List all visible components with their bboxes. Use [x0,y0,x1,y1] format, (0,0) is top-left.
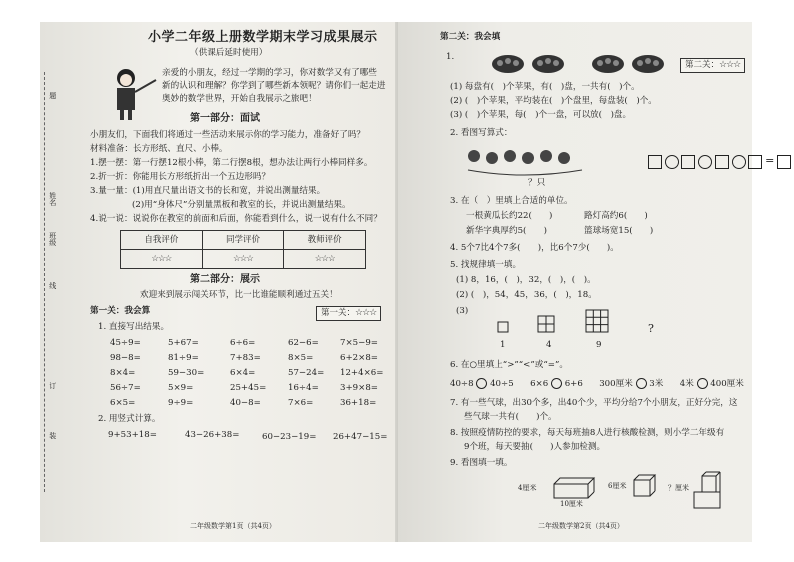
star-rating[interactable]: ☆☆☆ [355,308,377,318]
calc-item: 9÷9= [168,398,194,408]
calc-item: 56÷7= [110,383,141,393]
task-3a: 3.量一量：(1)用直尺量出语文书的长和宽，并说出测量结果。 [90,186,326,196]
answer-box[interactable] [748,155,762,169]
calc-item: 62−6= [288,338,319,348]
vertical-calc: 60−23−19= [262,432,317,442]
calc-item: 81÷9= [168,353,199,363]
dimension-label: 6厘米 [608,482,627,490]
compare-left: 300厘米 [599,379,633,389]
question-9: 9. 看图填一填。 [450,458,513,468]
right-page [398,22,775,542]
answer-box[interactable] [715,155,729,169]
vertical-calc: 26+47−15= [333,432,388,442]
material-text: 材料准备：长方形纸、直尺、小棒。 [90,144,228,154]
question-3d: 篮球场宽15( ) [584,226,654,236]
calc-item: 7×6= [288,398,314,408]
question-7-line-1: 7. 有一些气球，出30个多，出40个少，平均分给7个小朋友，正好分完，这 [450,398,738,408]
part1-intro: 小朋友们，下面我们将通过一些活动来展示你的学习能力，准备好了吗？ [90,130,366,140]
question-3b: 路灯高约6( ) [584,211,648,221]
question-1-2: (2) ( )个苹果，平均装在( )个盘里，每盘装( )个。 [450,96,657,106]
question-mark-label: ？只 [528,178,546,188]
question-1-number: 1. [446,52,455,62]
compare-right: 3米 [649,379,664,389]
margin-label: 题 [48,92,57,99]
operator-circle[interactable] [732,155,746,169]
pattern-number: 4 [546,340,552,350]
question-3c: 新华字典厚约5( ) [466,226,547,236]
star-rating[interactable]: ☆☆☆ [284,250,366,269]
exam-paper [40,22,775,542]
binding-line [44,72,45,492]
calc-item: 59−30= [168,368,205,378]
task-2: 2.折一折：你能用长方形纸折出一个五边形吗？ [90,172,271,182]
question-1-1: (1) 每盘有( )个苹果，有( )盘，一共有( )个。 [450,82,640,92]
part2-heading: 第二部分：展示 [190,274,260,285]
calc-item: 98−8= [110,353,141,363]
table-header: 自我评价 [121,231,203,250]
vertical-calc: 43−26+38= [185,430,240,440]
margin-label: 订 [48,382,57,389]
calc-item: 6×4= [230,368,256,378]
intro-line-3: 奥妙的数学世界，开始自我展示之旅吧！ [162,94,317,104]
question-5-3: (3) [456,306,469,316]
question-5-2: (2) ( )，54，45，36，( )，18。 [456,290,597,300]
question-3a: 一根黄瓜长约22( ) [466,211,553,221]
level2-badge [680,58,745,73]
question-1-title: 1. 直接写出结果。 [98,322,170,332]
pattern-number: ? [648,322,654,335]
left-page [40,22,398,542]
badge-label: 第二关： [685,60,720,70]
page-title: 小学二年级上册数学期末学习成果展示 [148,30,378,45]
margin-label: 装 [48,432,57,439]
answer-box[interactable] [681,155,695,169]
question-2: 2. 看图写算式： [450,128,513,138]
evaluation-table [120,230,366,269]
table-header: 同学评价 [202,231,284,250]
calc-item: 3+9×8= [340,383,379,393]
calc-item: 45÷9= [110,338,141,348]
calc-item: 8×4= [110,368,136,378]
calc-item: 12+4×6= [340,368,384,378]
question-3: 3. 在（ ）里填上合适的单位。 [450,196,573,206]
question-5: 5. 找规律填一填。 [450,260,522,270]
task-1: 1.摆一摆：第一行摆12根小棒，第二行摆8根，想办法让两行小棒同样多。 [90,158,373,168]
intro-line-2: 新的认识和理解？你学到了哪些新本领呢？请你们一起走进 [162,81,386,91]
dimension-label: ？厘米 [668,484,689,492]
task-4: 4.说一说：说说你在教室的前面和后面，你能看到什么，说一说有什么不同？ [90,214,382,224]
table-header: 教师评价 [284,231,366,250]
calc-item: 36+18= [340,398,377,408]
compare-circle[interactable] [476,378,487,389]
task-3b: (2)用“身体尺”分别量黑板和教室的长，并说出测量结果。 [132,200,351,210]
calc-item: 57−24= [288,368,325,378]
level2-heading: 第二关：我会填 [440,32,501,42]
part1-heading: 第一部分：面试 [190,113,260,124]
margin-label: 姓名 [48,192,57,206]
intro-line-1: 亲爱的小朋友，经过一学期的学习，你对数学又有了哪些 [162,68,377,78]
compare-circle[interactable] [697,378,708,389]
animals-illustration [464,146,604,180]
dimension-label: 10厘米 [560,500,583,508]
margin-label: 班级 [48,232,57,246]
pattern-number: 1 [500,340,506,350]
compare-right: 40÷5 [490,379,514,389]
calc-item: 6+2×8= [340,353,379,363]
calc-item: 8×5= [288,353,314,363]
calc-item: 40−8= [230,398,261,408]
star-rating[interactable]: ☆☆☆ [121,250,203,269]
level1-heading: 第一关：我会算 [90,306,151,316]
operator-circle[interactable] [665,155,679,169]
page-footer: 二年级数学第1页（共4页） [190,522,276,530]
calc-item: 25+45= [230,383,267,393]
compare-left: 4米 [679,379,694,389]
pattern-squares [494,304,674,344]
question-7-line-2: 些气球一共有( )个。 [464,412,557,422]
equation-boxes: = [648,154,791,169]
page-subtitle: （供课后延时使用） [190,48,268,58]
compare-circle[interactable] [551,378,562,389]
answer-box[interactable] [648,155,662,169]
calc-item: 6÷6= [230,338,256,348]
calc-item: 7+83= [230,353,261,363]
teacher-illustration [108,66,160,122]
question-5-1: (1) 8，16，( )，32，( )，( )。 [456,275,596,285]
pattern-number: 9 [596,340,602,350]
question-2-title: 2. 用竖式计算。 [98,414,161,424]
question-8-line-2: 9个班，每天要抽( )人参加检测。 [464,442,606,452]
answer-box[interactable] [777,155,791,169]
calc-item: 7×5−9= [340,338,379,348]
page-footer: 二年级数学第2页（共4页） [538,522,624,530]
calc-item: 6×5= [110,398,136,408]
star-rating[interactable]: ☆☆☆ [202,250,284,269]
compare-right: 400厘米 [710,379,744,389]
operator-circle[interactable] [698,155,712,169]
vertical-calc: 9+53+18= [108,430,157,440]
question-6: 6. 在○里填上“>”“<”或“=”。 [450,360,568,370]
compare-circle[interactable] [636,378,647,389]
margin-label: 线 [48,282,57,289]
part2-intro: 欢迎来到展示闯关环节，比一比谁能顺利通过五关！ [140,290,338,300]
apple-plates-illustration [490,50,670,76]
question-8-line-1: 8. 按照疫情防控的要求，每天每班抽8人进行核酸检测，则小学二年级有 [450,428,725,438]
compare-row [450,378,744,390]
compare-left: 40÷8 [450,379,474,389]
calc-item: 5+67= [168,338,199,348]
star-rating[interactable]: ☆☆☆ [719,60,741,70]
compare-right: 6+6 [564,379,583,389]
level1-badge [316,306,381,321]
dimension-label: 4厘米 [518,484,537,492]
question-4: 4. 5个7比4个7多( )，比6个7少( )。 [450,243,619,253]
calc-item: 16÷4= [288,383,319,393]
calc-item: 5×9= [168,383,194,393]
compare-left: 6×6 [530,379,549,389]
badge-label: 第一关： [321,308,356,318]
question-1-3: (3) ( )个苹果，每( )个一盘，可以放( )盘。 [450,110,632,120]
